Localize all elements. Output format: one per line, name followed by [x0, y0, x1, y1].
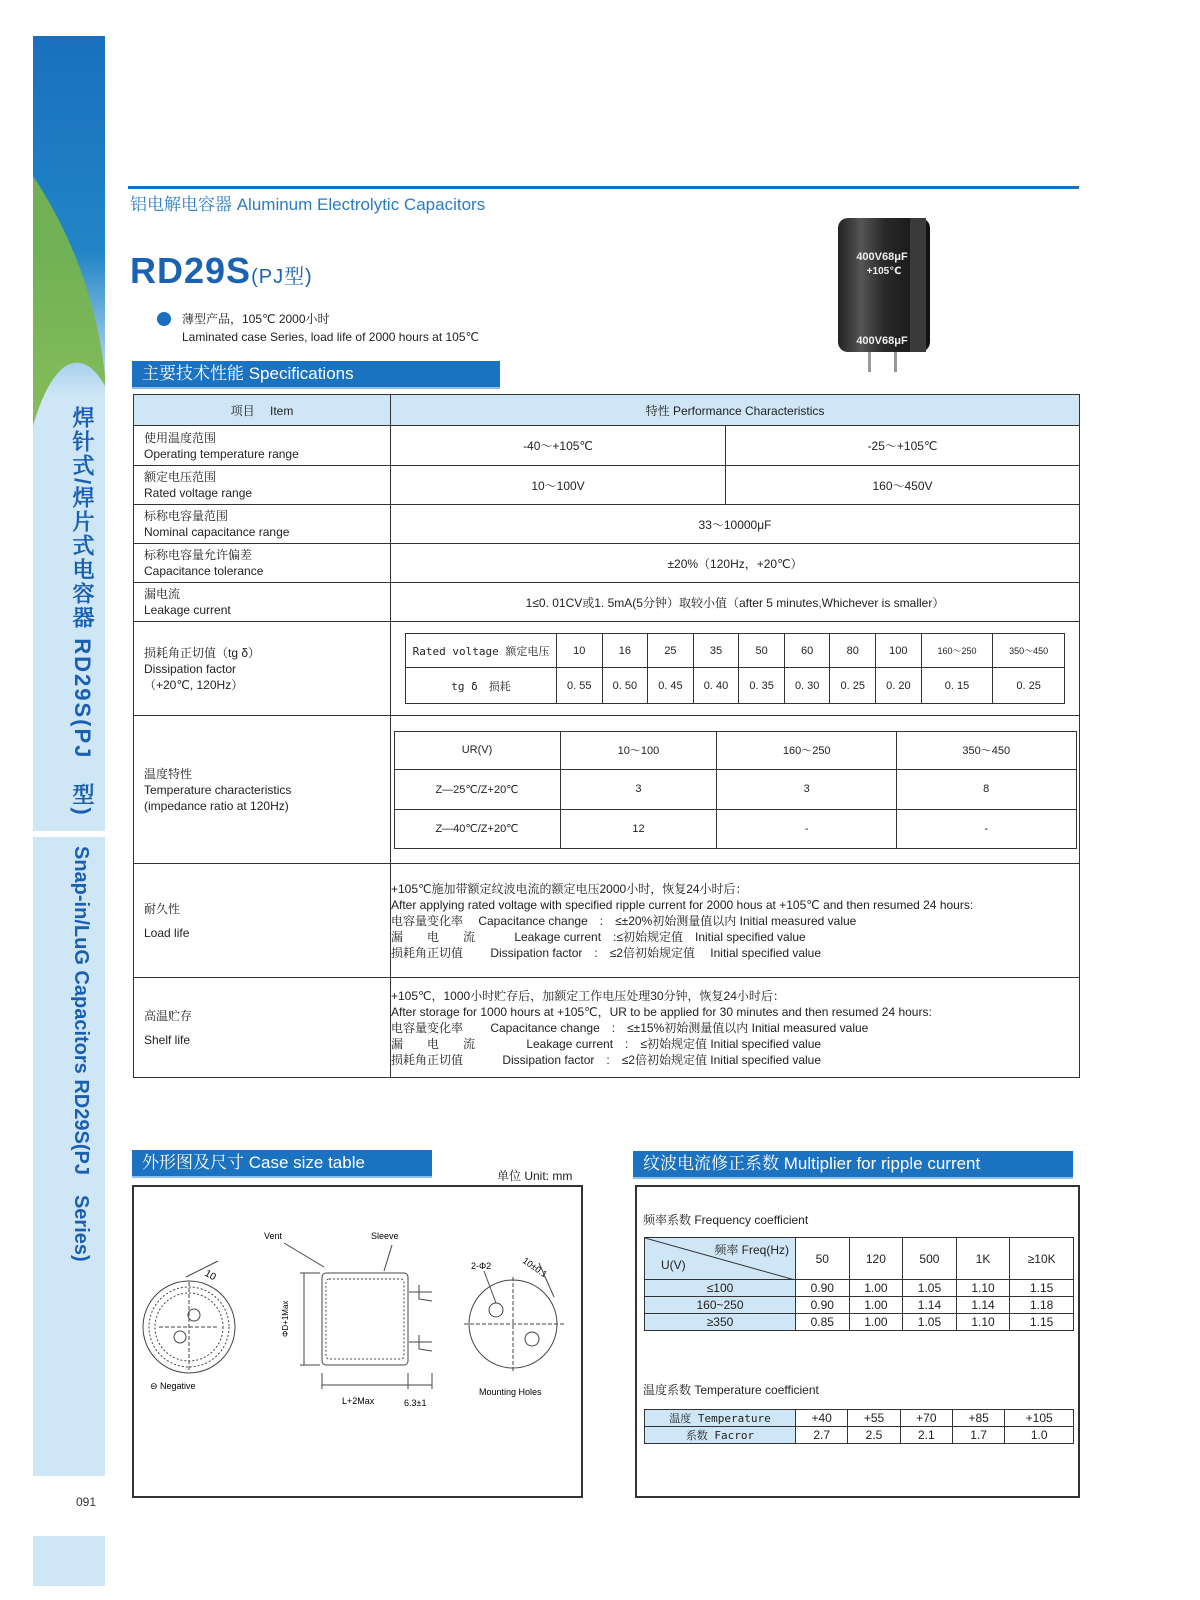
df-value-cell: 0. 35: [739, 668, 785, 704]
label-cn: 温度特性: [144, 766, 193, 781]
df-voltage-cell: 50: [739, 634, 785, 668]
temp-value-cell: +40: [796, 1410, 848, 1427]
freq-value-cell: 0.90: [796, 1297, 850, 1314]
pin-label: 6.3±1: [404, 1398, 427, 1408]
df-voltage-cell: 25: [648, 634, 694, 668]
freq-value-cell: 1.14: [903, 1297, 957, 1314]
specifications-heading: 主要技术性能 Specifications: [132, 361, 500, 387]
freq-head-cell: 1K: [956, 1238, 1010, 1280]
freq-value-cell: 1.10: [956, 1314, 1010, 1331]
temp-char-table: [394, 731, 1077, 849]
dissipation-table: [405, 633, 1065, 704]
temp-coeff-table: [644, 1409, 1074, 1444]
shelf-life-line5: 损耗角正切值 Dissipation factor : ≤2倍初始规定值 Initial specified value: [391, 1052, 822, 1067]
sleeve-label: Sleeve: [371, 1231, 399, 1241]
temp-char-cell: Z—25℃/Z+20℃: [394, 769, 560, 809]
description-cn: 薄型产品，105℃ 2000小时: [182, 312, 330, 326]
df-row-label: tg δ 损耗: [406, 668, 557, 704]
row-tolerance: [134, 544, 1080, 583]
load-life-line2: After applying rated voltage with specified ripple current for 2000 hous at +105℃ and then resumed 24 hours:: [391, 897, 974, 912]
label-en: Leakage current: [144, 603, 231, 617]
freq-value-cell: 1.00: [849, 1280, 903, 1297]
cap-range-value: 33～10000μF: [391, 505, 1080, 544]
freq-coeff-table: [644, 1237, 1074, 1331]
freq-value-cell: 1.15: [1010, 1280, 1074, 1297]
label-en: Nominal capacitance range: [144, 525, 290, 539]
mounting-holes-label: Mounting Holes: [479, 1387, 542, 1397]
temp-value-cell: +85: [952, 1410, 1004, 1427]
row-cap-range: [134, 505, 1080, 544]
header-title: 铝电解电容器 Aluminum Electrolytic Capacitors: [130, 195, 486, 214]
ripple-heading: 纹波电流修正系数 Multiplier for ripple current: [633, 1151, 1073, 1177]
temp-value-cell: +55: [848, 1410, 900, 1427]
spec-header-row: [134, 395, 1080, 426]
side-title-en: Snap-in/LuG Capacitors RD29S(PJ Series): [70, 846, 92, 1262]
label-en2: (impedance ratio at 120Hz): [144, 798, 289, 813]
freq-value-cell: 1.00: [849, 1314, 903, 1331]
freq-value-cell: 1.15: [1010, 1314, 1074, 1331]
df-value-cell: 0. 30: [784, 668, 830, 704]
freq-value-cell: 1.14: [956, 1297, 1010, 1314]
freq-row-label: ≤100: [645, 1280, 796, 1297]
df-value-cell: 0. 50: [602, 668, 648, 704]
temp-value-cell: +70: [900, 1410, 952, 1427]
freq-value-cell: 0.90: [796, 1280, 850, 1297]
label-cn: 漏电流: [144, 587, 181, 601]
temp-char-cell: 10～100: [560, 731, 717, 769]
load-life-line3: 电容量变化率 Capacitance change : ≤±20%初始测量值以内 Initial measured value: [391, 913, 857, 928]
temp-char-cell: -: [717, 809, 897, 848]
temp-coeff-title: 温度系数 Temperature coefficient: [643, 1383, 819, 1397]
case-drawing-box: [132, 1185, 583, 1498]
label-en: Capacitance tolerance: [144, 564, 264, 578]
tolerance-value: ±20%（120Hz，+20℃）: [391, 544, 1080, 583]
freq-row: [645, 1314, 1074, 1331]
holes-label: 2-Φ2: [471, 1261, 492, 1271]
header-rule: [128, 186, 1079, 189]
temp-char-cell: 160～250: [717, 731, 897, 769]
factor-row-label: 系数 Facror: [645, 1427, 796, 1444]
row-dissipation: [134, 622, 1080, 716]
freq-row: [645, 1280, 1074, 1297]
model-name: RD29S: [130, 250, 252, 291]
freq-row-label: ≥350: [645, 1314, 796, 1331]
capacitor-photo: [834, 214, 934, 374]
shelf-life-line2: After storage for 1000 hours at +105℃，UR to be applied for 30 minutes and then resumed 24 hours:: [391, 1004, 932, 1019]
freq-value-cell: 1.18: [1010, 1297, 1074, 1314]
label-en: Temperature characteristics: [144, 782, 292, 797]
freq-head-left: U(V): [661, 1258, 686, 1272]
df-value-cell: 0. 55: [557, 668, 603, 704]
temp-char-cell: 350～450: [896, 731, 1076, 769]
df-value-cell: 0. 25: [993, 668, 1065, 704]
freq-head-top: 频率 Freq(Hz): [714, 1243, 789, 1257]
label-cn: 损耗角正切值（tg δ）: [144, 645, 261, 660]
freq-coeff-title: 频率系数 Frequency coefficient: [643, 1213, 809, 1227]
row-load-life: [134, 864, 1080, 978]
freq-value-cell: 1.05: [903, 1314, 957, 1331]
df-voltage-cell: 160～250: [921, 634, 993, 668]
freq-value-cell: 1.10: [956, 1280, 1010, 1297]
side-green-swoosh: [33, 176, 105, 426]
factor-value-cell: 1.7: [952, 1427, 1004, 1444]
label-cn: 标称电容量允许偏差: [144, 548, 253, 562]
df-voltage-cell: 10: [557, 634, 603, 668]
voltage-range-low: 10～100V: [391, 466, 726, 505]
shelf-life-line4: 漏 电 流 Leakage current : ≤初始规定值 Initial specified value: [391, 1036, 822, 1051]
temp-char-cell: -: [896, 809, 1076, 848]
df-voltage-cell: 100: [876, 634, 922, 668]
freq-value-cell: 0.85: [796, 1314, 850, 1331]
freq-value-cell: 1.05: [903, 1280, 957, 1297]
spacing-label: 10±0.1: [520, 1255, 550, 1280]
negative-label: ⊖ Negative: [150, 1381, 196, 1391]
df-value-cell: 0. 15: [921, 668, 993, 704]
shelf-life-line1: +105℃，1000小时贮存后，加额定工作电压处理30分钟，恢复24小时后：: [391, 988, 785, 1003]
temp-char-cell: Z—40℃/Z+20℃: [394, 809, 560, 848]
diameter-label: ΦD+1Max: [281, 1300, 290, 1337]
length-label: L+2Max: [342, 1396, 375, 1406]
col-item: 项目 Item: [134, 395, 391, 426]
ripple-box: [635, 1185, 1080, 1498]
temp-char-cell: UR(V): [394, 731, 560, 769]
freq-head-cell: 50: [796, 1238, 850, 1280]
factor-value-cell: 2.7: [796, 1427, 848, 1444]
label-en: Dissipation factor: [144, 661, 237, 676]
freq-head-cell: 120: [849, 1238, 903, 1280]
label-cn: 额定电压范围: [144, 470, 217, 484]
label-en: Load life: [144, 925, 190, 940]
specifications-table: [133, 394, 1080, 1078]
temp-row-label: 温度 Temperature: [645, 1410, 796, 1427]
side-title-cn: 焊针式/焊片式电容器 RD29S(PJ 型): [70, 406, 95, 817]
temp-range-high: -25～+105℃: [726, 426, 1080, 466]
row-temp-char: [134, 716, 1080, 864]
freq-row: [645, 1297, 1074, 1314]
label-cn: 耐久性: [144, 901, 181, 916]
freq-head-cell: ≥10K: [1010, 1238, 1074, 1280]
temp-char-cell: 8: [896, 769, 1076, 809]
leakage-value: 1≤0. 01CV或1. 5mA(5分钟）取较小值（after 5 minutes,Whichever is smaller）: [391, 583, 1080, 622]
temp-range-low: -40～+105℃: [391, 426, 726, 466]
row-voltage-range: [134, 466, 1080, 505]
label-en: Shelf life: [144, 1032, 191, 1047]
shelf-life-line3: 电容量变化率 Capacitance change : ≤±15%初始测量值以内 Initial measured value: [391, 1020, 869, 1035]
load-life-line1: +105℃施加带额定纹波电流的额定电压2000小时，恢复24小时后：: [391, 881, 748, 896]
df-value-cell: 0. 20: [876, 668, 922, 704]
label-cn: 高温贮存: [144, 1008, 193, 1023]
df-voltage-cell: 16: [602, 634, 648, 668]
page-number: 091: [76, 1495, 97, 1509]
temp-char-cell: 3: [717, 769, 897, 809]
df-head-label: Rated voltage 额定电压: [406, 634, 557, 668]
case-size-heading: 外形图及尺寸 Case size table: [132, 1150, 432, 1176]
df-value-cell: 0. 40: [693, 668, 739, 704]
factor-value-cell: 1.0: [1005, 1427, 1074, 1444]
voltage-range-high: 160～450V: [726, 466, 1080, 505]
cap-marking-top: 400V68μF: [856, 251, 908, 263]
df-voltage-cell: 350～450: [993, 634, 1065, 668]
row-leakage: [134, 583, 1080, 622]
factor-value-cell: 2.1: [900, 1427, 952, 1444]
df-voltage-cell: 80: [830, 634, 876, 668]
col-performance: 特性 Performance Characteristics: [391, 395, 1080, 426]
load-life-line4: 漏 电 流 Leakage current :≤初始规定值 Initial specified value: [391, 929, 806, 944]
model-type: (PJ型): [251, 266, 313, 288]
cap-marking-temp: +105℃: [866, 266, 902, 277]
label-en: Rated voltage range: [144, 486, 253, 500]
dim-10: 10: [202, 1268, 218, 1284]
description-en: Laminated case Series, load life of 2000 hours at 105℃: [182, 330, 479, 344]
bullet-icon: [157, 312, 171, 326]
load-life-line5: 损耗角正切值 Dissipation factor : ≤2倍初始规定值 Initial specified value: [391, 945, 822, 960]
freq-head-cell: 500: [903, 1238, 957, 1280]
label-cn: 标称电容量范围: [144, 509, 229, 523]
freq-value-cell: 1.00: [849, 1297, 903, 1314]
temp-char-cell: 12: [560, 809, 717, 848]
df-value-cell: 0. 45: [648, 668, 694, 704]
df-voltage-cell: 60: [784, 634, 830, 668]
label-condition: （+20℃, 120Hz）: [144, 677, 244, 692]
df-value-cell: 0. 25: [830, 668, 876, 704]
side-band: [33, 36, 105, 1586]
label-en: Operating temperature range: [144, 446, 299, 461]
df-voltage-cell: 35: [693, 634, 739, 668]
vent-label: Vent: [264, 1231, 283, 1241]
model-title: [130, 250, 313, 292]
temp-value-cell: +105: [1005, 1410, 1074, 1427]
freq-corner-cell: [645, 1238, 796, 1280]
case-unit: 单位 Unit: mm: [497, 1169, 573, 1183]
row-temp-range: [134, 426, 1080, 466]
freq-row-label: 160~250: [645, 1297, 796, 1314]
label-cn: 使用温度范围: [144, 430, 217, 445]
cap-marking-bottom: 400V68μF: [856, 335, 908, 347]
row-shelf-life: [134, 978, 1080, 1078]
factor-value-cell: 2.5: [848, 1427, 900, 1444]
case-dimension-drawing: [134, 1187, 581, 1496]
temp-char-cell: 3: [560, 769, 717, 809]
